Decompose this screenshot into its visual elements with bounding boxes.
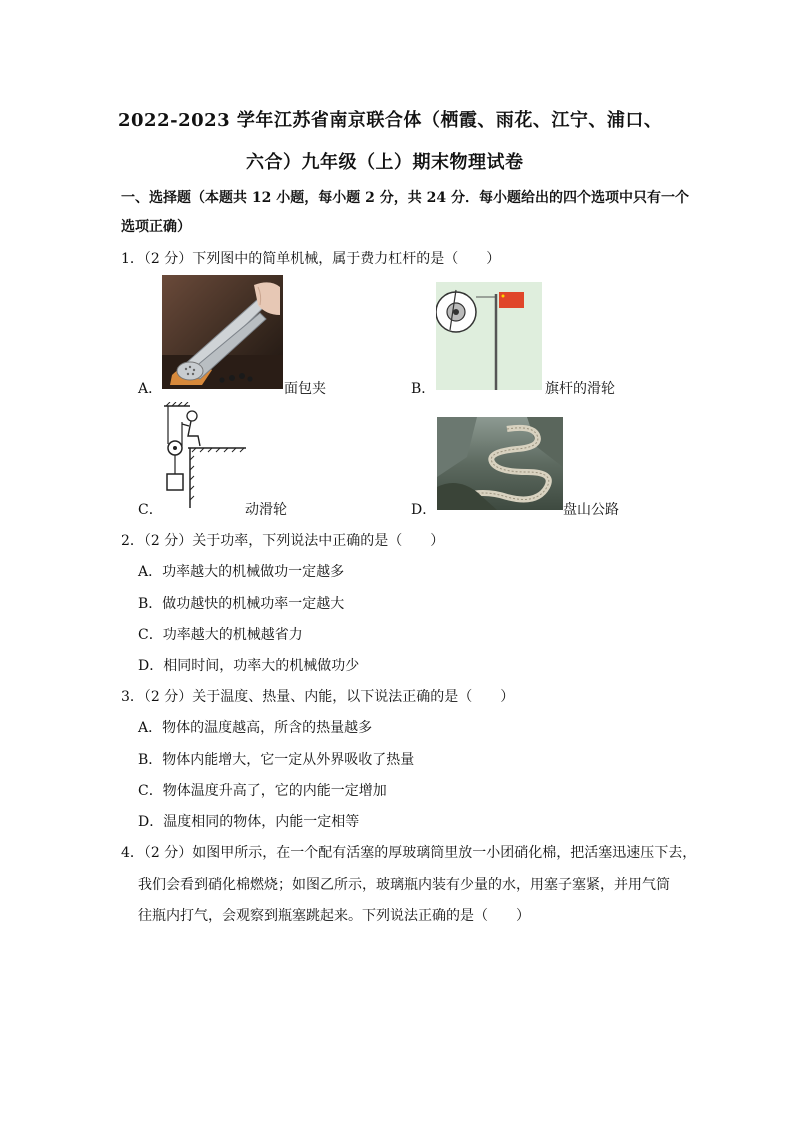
q1-option-a-caption: 面包夹 bbox=[284, 381, 326, 397]
page-title-line1: 2022-2023 学年江苏省南京联合体（栖霞、雨花、江宁、浦口、 bbox=[118, 110, 663, 131]
page-title-line2: 六合）九年级（上）期末物理试卷 bbox=[246, 152, 524, 173]
q3-option-c[interactable]: C．物体温度升高了，它的内能一定增加 bbox=[138, 783, 387, 799]
q1-option-a-letter[interactable]: A． bbox=[138, 381, 163, 397]
q4-stem-line3: 往瓶内打气，会观察到瓶塞跳起来。下列说法正确的是（ ） bbox=[138, 908, 530, 924]
mountain-road-photo bbox=[437, 417, 563, 510]
flagpole-pulley-diagram bbox=[436, 282, 542, 390]
q3-option-b[interactable]: B．物体内能增大，它一定从外界吸收了热量 bbox=[138, 752, 415, 768]
q4-stem-line2: 我们会看到硝化棉燃烧；如图乙所示，玻璃瓶内装有少量的水，用塞子塞紧，并用气筒 bbox=[138, 877, 670, 893]
q1-option-d-caption: 盘山公路 bbox=[563, 502, 619, 518]
q2-stem: 2．（2 分）关于功率，下列说法中正确的是（ ） bbox=[121, 533, 445, 549]
movable-pulley-diagram bbox=[160, 402, 246, 510]
q1-option-d-letter[interactable]: D． bbox=[411, 502, 437, 518]
q3-stem: 3．（2 分）关于温度、热量、内能，以下说法正确的是（ ） bbox=[121, 689, 515, 705]
q1-option-b-letter[interactable]: B． bbox=[411, 381, 436, 397]
q2-option-c[interactable]: C．功率越大的机械越省力 bbox=[138, 627, 303, 643]
bread-tongs-photo bbox=[162, 275, 283, 389]
section-header-line2: 选项正确） bbox=[121, 219, 191, 235]
q2-option-a[interactable]: A．功率越大的机械做功一定越多 bbox=[138, 564, 345, 580]
q1-option-c-letter[interactable]: C． bbox=[138, 502, 163, 518]
q1-option-b-caption: 旗杆的滑轮 bbox=[545, 381, 615, 397]
q1-option-c-caption: 动滑轮 bbox=[245, 502, 287, 518]
q2-option-d[interactable]: D．相同时间，功率大的机械做功少 bbox=[138, 658, 360, 674]
q1-stem: 1．（2 分）下列图中的简单机械，属于费力杠杆的是（ ） bbox=[121, 251, 501, 267]
section-header-line1: 一、选择题（本题共 12 小题，每小题 2 分，共 24 分．每小题给出的四个选项中只有一个 bbox=[121, 190, 689, 206]
q2-option-b[interactable]: B．做功越快的机械功率一定越大 bbox=[138, 596, 345, 612]
q3-option-d[interactable]: D．温度相同的物体，内能一定相等 bbox=[138, 814, 360, 830]
q4-stem-line1: 4．（2 分）如图甲所示，在一个配有活塞的厚玻璃筒里放一小团硝化棉，把活塞迅速压下去， bbox=[121, 845, 697, 861]
q3-option-a[interactable]: A．物体的温度越高，所含的热量越多 bbox=[138, 720, 373, 736]
